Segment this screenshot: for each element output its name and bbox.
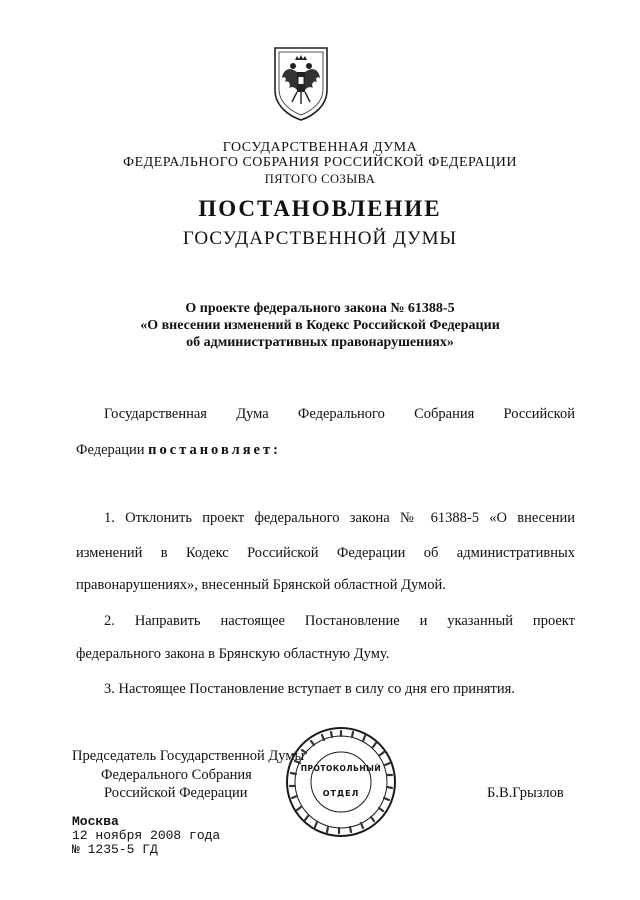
preamble-word: Государственная [104,406,207,422]
signatory-title-line-1: Председатель Государственной Думы [72,748,305,764]
doc-type-subtitle: ГОСУДАРСТВЕННОЙ ДУМЫ [182,228,458,249]
signatory-name: Б.В.Грызлов [487,785,564,801]
org-line-2: ФЕДЕРАЛЬНОГО СОБРАНИЯ РОССИЙСКОЙ ФЕДЕРАЦИИ [123,155,517,170]
item-2-line-1: 2. Направить настоящее Постановление и указанный проект [104,613,575,629]
decree-number: № 1235-5 ГД [72,842,158,857]
preamble-word: Российской [503,406,575,422]
preamble-word: Собрания [414,406,475,422]
preamble-line-2 [76,442,281,458]
item-1-line-3: правонарушениях», внесенный Брянской областной Думой. [76,577,446,593]
preamble-resolves: постановляет: [148,442,281,458]
doc-type-title: ПОСТАНОВЛЕНИЕ [198,196,442,221]
subject-line-1: О проекте федерального закона № 61388-5 [185,301,455,316]
signatory-title-line-3: Российской Федерации [104,785,248,801]
stamp-text-bottom: ОТДЕЛ [322,789,360,798]
city: Москва [72,814,119,829]
round-seal-icon [285,726,397,838]
date: 12 ноября 2008 года [72,828,221,843]
org-line-1: ГОСУДАРСТВЕННАЯ ДУМА [222,140,418,155]
stamp-text-top: ПРОТОКОЛЬНЫЙ [300,764,382,773]
preamble-lead: Федерации [76,442,145,458]
signatory-title-line-2: Федерального Собрания [101,767,252,783]
preamble-word: Федерального [297,406,385,422]
org-line-3: ПЯТОГО СОЗЫВА [264,172,376,186]
item-2-line-2: федерального закона в Брянскую областную Думу. [76,646,390,662]
item-1-line-2: изменений в Кодекс Российской Федерации об административных [76,545,575,561]
subject-line-3: об административных правонарушениях» [186,335,454,350]
item-1-line-1: 1. Отклонить проект федерального закона № 61388-5 «О внесении [104,510,575,526]
subject-line-2: «О внесении изменений в Кодекс Российской Федерации [140,318,500,333]
preamble-word: Дума [236,406,269,422]
preamble-line-1 [104,406,575,422]
coat-of-arms-icon [271,44,331,124]
item-3-line-1: 3. Настоящее Постановление вступает в силу со дня его принятия. [104,681,515,697]
